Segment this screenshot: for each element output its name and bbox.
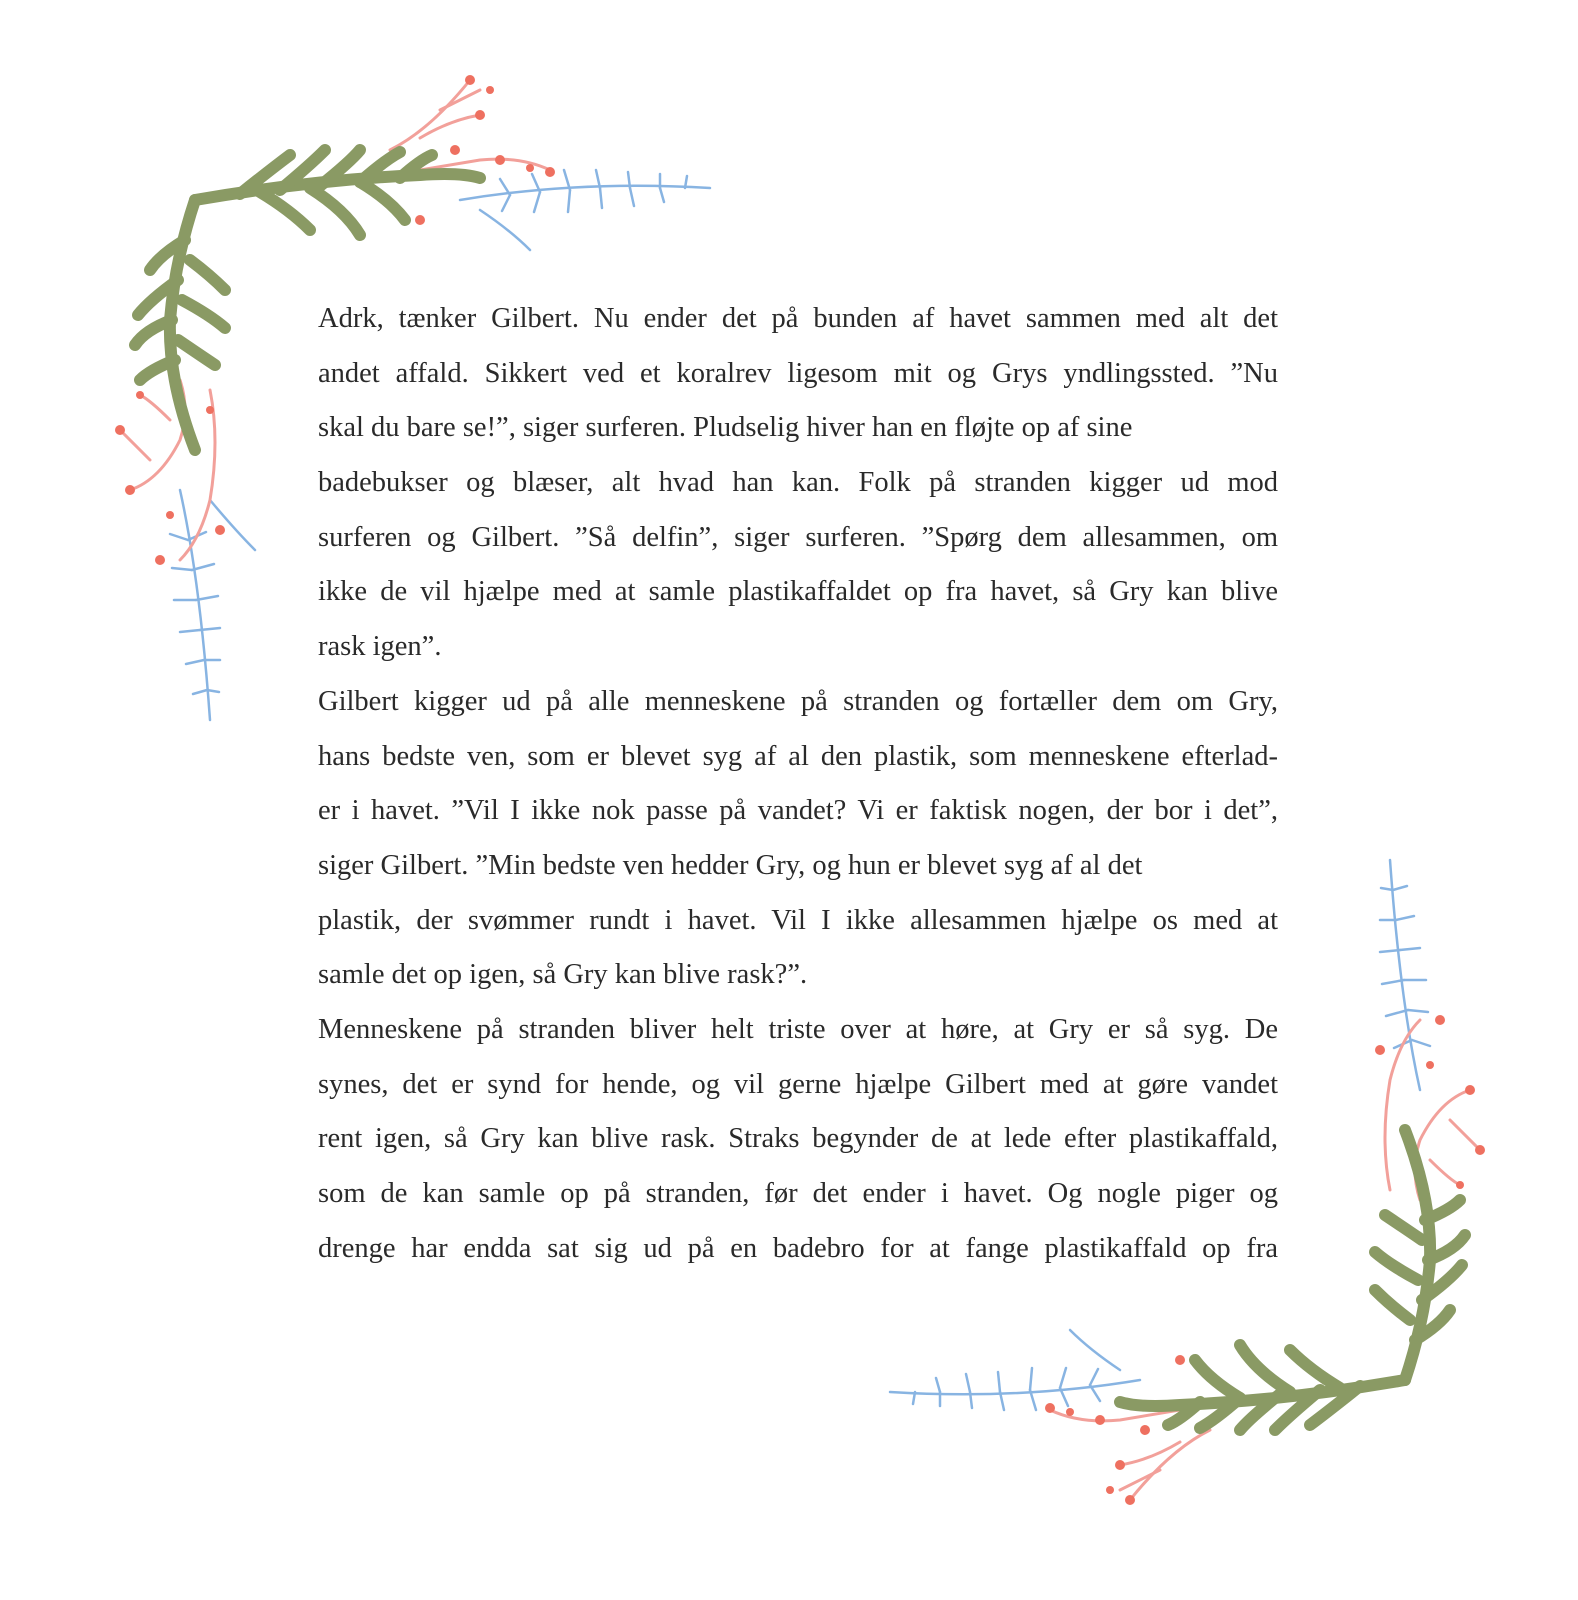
text-line: andet affald. Sikkert ved et koralrev ligesom mit og Grys yndlingssted. ”Nu xyxy=(318,357,1278,389)
story-text xyxy=(318,292,1278,1276)
text-line: Menneskene på stranden bliver helt triste over at høre, at Gry er så syg. De xyxy=(318,1014,1278,1045)
text-line: samle det op igen, så Gry kan blive rask?”. xyxy=(318,959,808,991)
text-line: hans bedste ven, som er blevet syg af al den plastik, som menneskene efterlad- xyxy=(318,740,1278,772)
text-line: rent igen, så Gry kan blive rask. Straks begynder de at lede efter plastikaffald, xyxy=(318,1123,1278,1155)
text-line: skal du bare se!”, siger surferen. Pludselig hiver han en fløjte op af sine xyxy=(318,412,1133,444)
text-line: siger Gilbert. ”Min bedste ven hedder Gry, og hun er blevet syg af al det xyxy=(318,849,1143,881)
text-line: som de kan samle op på stranden, før det ender i havet. Og nogle piger og xyxy=(318,1178,1278,1210)
text-line: Gilbert kigger ud på alle menneskene på stranden og fortæller dem om Gry, xyxy=(318,685,1278,717)
text-line: ikke de vil hjælpe med at samle plastikaffaldet op fra havet, så Gry kan blive xyxy=(318,576,1278,608)
text-line: er i havet. ”Vil I ikke nok passe på vandet? Vi er faktisk nogen, der bor i det”, xyxy=(318,795,1278,827)
text-line: plastik, der svømmer rundt i havet. Vil I ikke allesammen hjælpe os med at xyxy=(318,904,1278,936)
text-line: synes, det er synd for hende, og vil gerne hjælpe Gilbert med at gøre vandet xyxy=(318,1068,1278,1100)
text-line: rask igen”. xyxy=(318,631,442,663)
text-line: Adrk, tænker Gilbert. Nu ender det på bunden af havet sammen med alt det xyxy=(318,303,1278,334)
text-line: surferen og Gilbert. ”Så delfin”, siger surferen. ”Spørg dem allesammen, om xyxy=(318,521,1278,553)
text-line: drenge har endda sat sig ud på en badebro for at fange plastikaffald op fra xyxy=(318,1232,1278,1264)
text-line: badebukser og blæser, alt hvad han kan. Folk på stranden kigger ud mod xyxy=(318,467,1278,499)
